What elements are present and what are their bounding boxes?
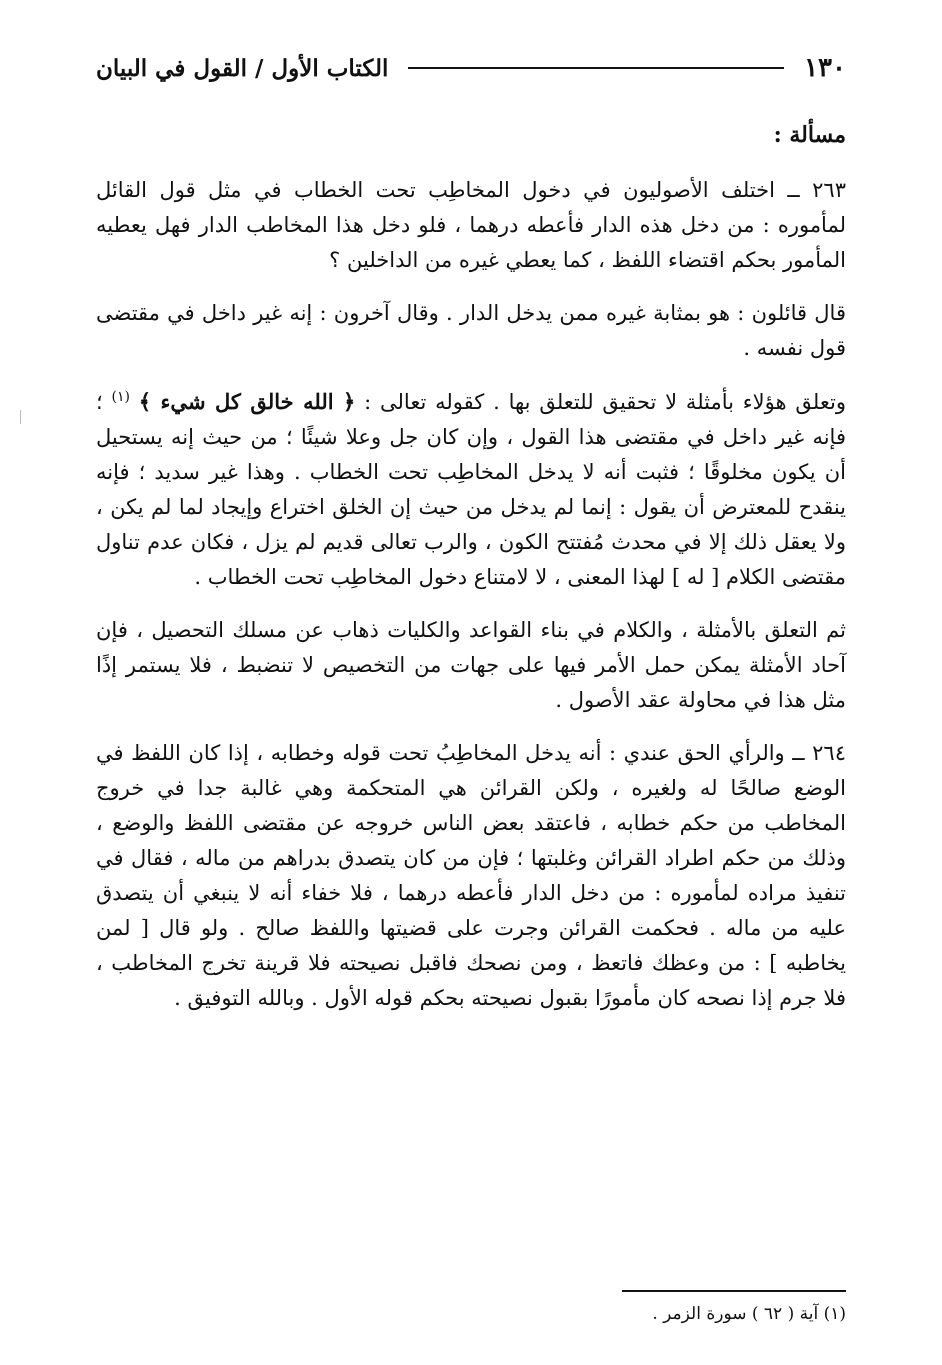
quran-quote: ﴿ الله خالق كل شيء ﴾	[138, 389, 356, 414]
paragraph-critique: ثم التعلق بالأمثلة ، والكلام في بناء القواعد والكليات ذهاب عن مسلك التحصيل ، فإن آحاد الأمثلة يمكن حمل الأمر فيها على جهات من التخصيص لا تنضبط ، فلا يستمر إذًا مثل هذا في محاولة عقد الأصول .	[96, 618, 846, 712]
running-title: الكتاب الأول / القول في البيان	[96, 54, 389, 82]
header-rule	[408, 67, 784, 69]
paragraph-263: ٢٦٣ ــ اختلف الأصوليون في دخول المخاطِب تحت الخطاب في مثل قول القائل لمأموره : من دخل هذه الدار فأعطه درهما ، فلو دخل هذا المخاطب الدار فهل يعطيه المأمور بحكم اقتضاء اللفظ ، كما يعطي غيره من الداخلين ؟	[96, 178, 846, 272]
paragraph-264: ٢٦٤ ــ والرأي الحق عندي : أنه يدخل المخاطِبُ تحت قوله وخطابه ، إذا كان اللفظ في الوضع صالحًا له ولغيره ، ولكن القرائن هي المتحكمة وهي غالبة جدا في خروج المخاطب من حكم خطابه ، فاعتقد بعض الناس خروجه عن مقتضى اللفظ والوضع ، وذلك من حكم اطراد القرائن وغلبتها ؛ فإن من كان يتصدق بدراهم من ماله ، فقال في تنفيذ مراده لمأموره : من دخل الدار فأعطه درهما ، فلا خفاء أنه لا ينبغي أن يتصدق عليه من ماله . فحكمت القرائن وجرت على قضيتها واللفظ صالح . ولو قال [ لمن يخاطبه ] : من وعظك فاتعظ ، ومن نصحك فاقبل نصيحته فلا قرينة تخرج المخاطب ، فلا جرم إذا نصحه كان مأمورًا بقبول نصيحته بحكم قوله الأول . وبالله التوفيق .	[96, 741, 846, 1010]
paragraph-examples-intro: وتعلق هؤلاء بأمثلة لا تحقيق للتعلق بها . كقوله تعالى :	[355, 390, 846, 414]
footnote: (١) آية ( ٦٢ ) سورة الزمر .	[652, 1304, 846, 1324]
paragraph-examples	[96, 384, 846, 595]
footnote-rule	[622, 1290, 846, 1292]
body-text	[96, 118, 846, 1034]
margin-mark	[20, 410, 21, 424]
page-header	[96, 48, 846, 88]
paragraph-opinions: قال قائلون : هو بمثابة غيره ممن يدخل الدار . وقال آخرون : إنه غير داخل في مقتضى قول نفسه .	[96, 301, 846, 360]
paragraph-examples-rest: ؛ فإنه غير داخل في مقتضى هذا القول ، وإن كان جل وعلا شيئًا ؛ من حيث إنه يستحيل أن يكون مخلوقًا ؛ فثبت أنه لا يدخل المخاطِب تحت الخطاب . وهذا غير سديد ؛ فإنه ينقدح للمعترض أن يقول : إنما لم يدخل من حيث إن الخلق اختراع وإيجاد لما لم يكن ، ولا يعقل ذلك إلا في محدث مُفتتح الكون ، والرب تعالى قديم لم يزل ، فكان عدم تناول مقتضى الكلام [ له ] لهذا المعنى ، لا لامتناع دخول المخاطِب تحت الخطاب .	[96, 390, 846, 589]
section-heading: مسألة :	[773, 122, 846, 148]
footnote-reference[interactable]: (١)	[111, 389, 130, 405]
page-number: ١٣٠	[804, 53, 846, 83]
